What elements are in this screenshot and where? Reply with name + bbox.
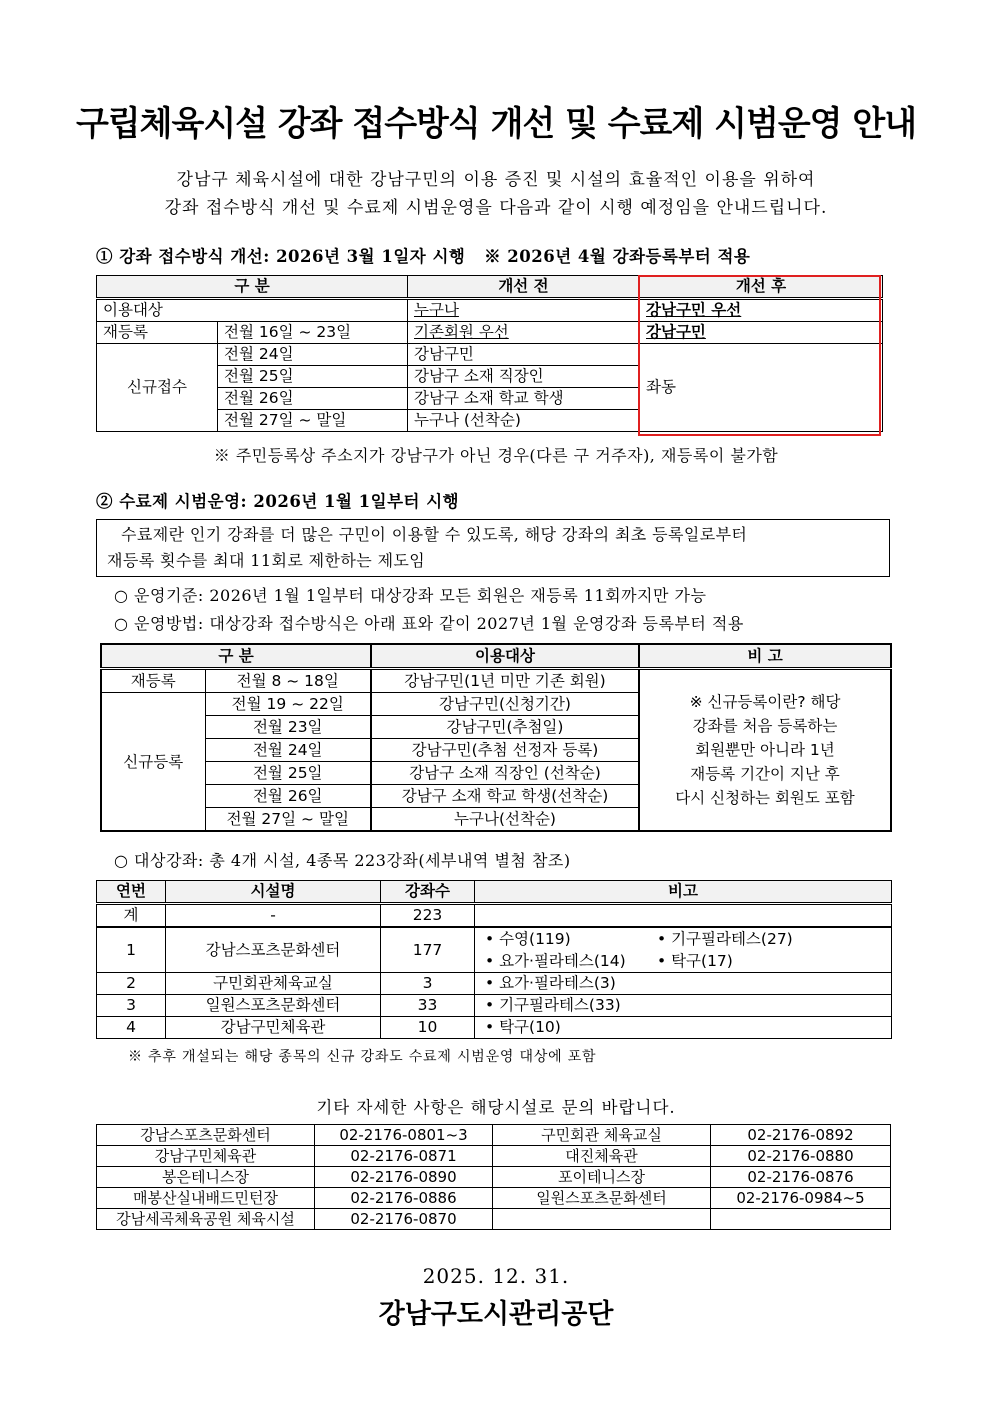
remark-cell xyxy=(475,1017,892,1039)
period-cell: 전월 25일 xyxy=(205,762,371,785)
header-remark: 비 고 xyxy=(639,644,891,669)
header-category: 구 분 xyxy=(97,276,408,299)
contact-row xyxy=(97,1167,891,1188)
operation-criteria: ○ 운영기준: 2026년 1월 1일부터 대상강좌 모든 회원은 재등록 11회까지만 가능 xyxy=(114,586,707,605)
before-cell: 강남구민 xyxy=(408,344,640,366)
intro-line: 강좌 접수방식 개선 및 수료제 시범운영을 다음과 같이 시행 예정임을 안내드립니다. xyxy=(164,198,828,218)
phone-number: 02-2176-0890 xyxy=(315,1167,493,1188)
target-cell: 강남구 소재 학교 학생(선착순) xyxy=(371,785,639,808)
facility-cell: 일원스포츠문화센터 xyxy=(166,995,381,1017)
after-cell: 강남구민 xyxy=(640,322,883,344)
no-cell: 계 xyxy=(97,904,166,928)
period-cell: 전월 26일 xyxy=(218,388,408,410)
total-row xyxy=(97,904,892,928)
table-row xyxy=(101,669,891,693)
definition-line: 재등록 횟수를 최대 11회로 제한하는 제도임 xyxy=(107,551,426,570)
intro-paragraph xyxy=(96,166,896,222)
period-cell: 전월 23일 xyxy=(205,716,371,739)
phone-number: 02-2176-0984~5 xyxy=(711,1188,891,1209)
section2-heading: ② 수료제 시범운영: 2026년 1월 1일부터 시행 xyxy=(96,492,460,511)
no-cell: 1 xyxy=(97,927,166,973)
target-cell: 누구나(선착순) xyxy=(371,808,639,832)
before-cell: 강남구 소재 학교 학생 xyxy=(408,388,640,410)
facility-name: 구민회관 체육교실 xyxy=(493,1125,711,1146)
target-courses: ○ 대상강좌: 총 4개 시설, 4종목 223강좌(세부내역 별첨 참조) xyxy=(114,851,571,870)
definition-line: 수료제란 인기 강좌를 더 많은 구민이 이용할 수 있도록, 해당 강좌의 최초 등록일로부터 xyxy=(121,525,748,544)
facility-name xyxy=(493,1209,711,1230)
table-row xyxy=(97,299,883,322)
header-count: 강좌수 xyxy=(381,881,475,904)
remark-cell xyxy=(475,973,892,995)
table-row xyxy=(97,322,883,344)
facility-name: 강남세곡체육공원 체육시설 xyxy=(97,1209,315,1230)
phone-number: 02-2176-0886 xyxy=(315,1188,493,1209)
intro-line: 강남구 체육시설에 대한 강남구민의 이용 증진 및 시설의 효율적인 이용을 위하여 xyxy=(176,170,816,190)
remark-cell xyxy=(639,669,891,832)
row-label: 신규등록 xyxy=(101,693,205,832)
table-row xyxy=(97,344,883,366)
remark-cell xyxy=(475,995,892,1017)
phone-number: 02-2176-0880 xyxy=(711,1146,891,1167)
target-cell: 강남구민(1년 미만 기존 회원) xyxy=(371,669,639,693)
facility-name: 일원스포츠문화센터 xyxy=(493,1188,711,1209)
target-cell: 강남구민(추첨일) xyxy=(371,716,639,739)
header-no: 연번 xyxy=(97,881,166,904)
operation-method: ○ 운영방법: 대상강좌 접수방식은 아래 표와 같이 2027년 1월 운영강좌 등록부터 적용 xyxy=(114,614,744,633)
remark-item: • 수영(119) xyxy=(485,930,571,948)
remark-item: • 기구필라테스(27) xyxy=(657,930,793,948)
header-category: 구 분 xyxy=(101,644,371,669)
remark-cell xyxy=(475,904,892,928)
row-label: 이용대상 xyxy=(97,299,408,322)
before-cell: 강남구 소재 직장인 xyxy=(408,366,640,388)
period-cell: 전월 19 ~ 22일 xyxy=(205,693,371,716)
remark-line: 회원뿐만 아니라 1년 xyxy=(695,741,835,759)
page-title: 구립체육시설 강좌 접수방식 개선 및 수료제 시범운영 안내 xyxy=(75,104,917,144)
phone-number xyxy=(711,1209,891,1230)
phone-number: 02-2176-0870 xyxy=(315,1209,493,1230)
remark-item: • 요가·필라테스(3) xyxy=(485,974,616,992)
target-cell: 강남구 소재 직장인 (선착순) xyxy=(371,762,639,785)
contact-row xyxy=(97,1146,891,1167)
before-cell: 누구나 (선착순) xyxy=(408,410,640,432)
facility-cell: - xyxy=(166,904,381,928)
issue-date: 2025. 12. 31. xyxy=(422,1264,570,1288)
remark-line: 다시 신청하는 회원도 포함 xyxy=(675,789,855,807)
phone-number: 02-2176-0876 xyxy=(711,1167,891,1188)
contact-row xyxy=(97,1188,891,1209)
header-target: 이용대상 xyxy=(371,644,639,669)
target-cell: 강남구민(신청기간) xyxy=(371,693,639,716)
period-cell: 전월 27일 ~ 말일 xyxy=(205,808,371,832)
section1-heading: ① 강좌 접수방식 개선: 2026년 3월 1일자 시행 ※ 2026년 4월 강좌등록부터 적용 xyxy=(96,247,751,266)
facility-cell: 강남스포츠문화센터 xyxy=(166,927,381,973)
remark-line: ※ 신규등록이란? 해당 xyxy=(689,693,841,711)
table-row xyxy=(97,973,892,995)
registration-method-table xyxy=(96,275,883,432)
after-cell: 좌동 xyxy=(640,344,883,432)
organization-name: 강남구도시관리공단 xyxy=(378,1299,614,1330)
period-cell: 전월 24일 xyxy=(205,739,371,762)
count-cell: 3 xyxy=(381,973,475,995)
row-label: 재등록 xyxy=(97,322,218,344)
schedule-table xyxy=(100,643,892,832)
remark-item: • 기구필라테스(33) xyxy=(485,996,621,1014)
period-cell: 전월 8 ~ 18일 xyxy=(205,669,371,693)
after-cell: 강남구민 우선 xyxy=(640,299,883,322)
table-row xyxy=(97,1017,892,1039)
period-cell: 전월 26일 xyxy=(205,785,371,808)
remark-item: • 탁구(10) xyxy=(485,1018,561,1036)
contact-table xyxy=(96,1124,891,1230)
facility-name: 대진체육관 xyxy=(493,1146,711,1167)
count-cell: 33 xyxy=(381,995,475,1017)
contact-row xyxy=(97,1125,891,1146)
header-before: 개선 전 xyxy=(408,276,640,299)
phone-number: 02-2176-0871 xyxy=(315,1146,493,1167)
course-table xyxy=(96,880,892,1039)
section1-note: ※ 주민등록상 주소지가 강남구가 아닌 경우(다른 구 거주자), 재등록이 불가함 xyxy=(213,446,779,465)
target-cell: 강남구민(추첨 선정자 등록) xyxy=(371,739,639,762)
no-cell: 3 xyxy=(97,995,166,1017)
facility-name: 매봉산실내배드민턴장 xyxy=(97,1188,315,1209)
count-cell: 177 xyxy=(381,927,475,973)
table-row xyxy=(97,927,892,973)
no-cell: 2 xyxy=(97,973,166,995)
facility-name: 강남구민체육관 xyxy=(97,1146,315,1167)
facility-name: 포이테니스장 xyxy=(493,1167,711,1188)
period-cell: 전월 25일 xyxy=(218,366,408,388)
period-cell: 전월 16일 ~ 23일 xyxy=(218,322,408,344)
section2-note: ※ 추후 개설되는 해당 종목의 신규 강좌도 수료제 시범운영 대상에 포함 xyxy=(128,1049,597,1065)
row-label: 신규접수 xyxy=(97,344,218,432)
phone-number: 02-2176-0892 xyxy=(711,1125,891,1146)
remark-line: 강좌를 처음 등록하는 xyxy=(692,717,838,735)
facility-name: 봉은테니스장 xyxy=(97,1167,315,1188)
period-cell: 전월 24일 xyxy=(218,344,408,366)
before-cell: 누구나 xyxy=(408,299,640,322)
remark-item: • 탁구(17) xyxy=(657,952,733,970)
contact-row xyxy=(97,1209,891,1230)
no-cell: 4 xyxy=(97,1017,166,1039)
phone-number: 02-2176-0801~3 xyxy=(315,1125,493,1146)
before-cell: 기존회원 우선 xyxy=(408,322,640,344)
remark-line: 재등록 기간이 지난 후 xyxy=(690,765,840,783)
remark-cell xyxy=(475,927,892,973)
facility-name: 강남스포츠문화센터 xyxy=(97,1125,315,1146)
header-remark: 비고 xyxy=(475,881,892,904)
contact-heading: 기타 자세한 사항은 해당시설로 문의 바랍니다. xyxy=(316,1098,676,1117)
period-cell: 전월 27일 ~ 말일 xyxy=(218,410,408,432)
remark-item: • 요가·필라테스(14) xyxy=(485,952,626,970)
table-row xyxy=(97,995,892,1017)
facility-cell: 강남구민체육관 xyxy=(166,1017,381,1039)
count-cell: 223 xyxy=(381,904,475,928)
header-facility: 시설명 xyxy=(166,881,381,904)
header-after: 개선 후 xyxy=(640,276,883,299)
facility-cell: 구민회관체육교실 xyxy=(166,973,381,995)
count-cell: 10 xyxy=(381,1017,475,1039)
definition-box xyxy=(96,519,890,577)
row-label: 재등록 xyxy=(101,669,205,693)
